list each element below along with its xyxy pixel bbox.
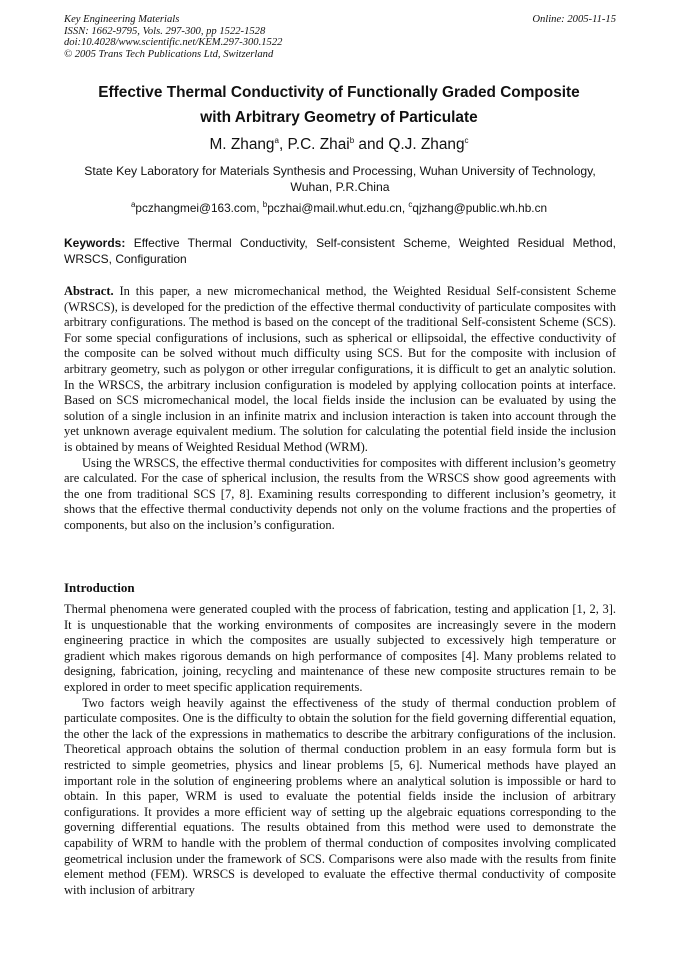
abstract-text-1: In this paper, a new micromechanical method, the Weighted Residual Self-consistent Scheme (WRSCS), is developed for the prediction of the effective thermal conductivity of particulate composites with arbitrary configurations. The method is based on the concept of the traditional Self-consistent Scheme (SCS). For some special configurations of inclusions, such as spherical or ellipsoidal, the effective conductivity of the composite can be solved without much difficulty using SCS. But for the composite with inclusion of arbitrary geometry, such as polygon or other irregular configurations, it is difficult to get an analytic solution. In the WRSCS, the arbitrary inclusion configuration is modeled by applying collocation points at interface. Based on SCS micromechanical model, the local fields inside the inclusion can be evaluated by using the solution of a single inclusion in an infinite matrix and inclusion interaction is taken into account through the yet unknown average equivalent medium. The solution for calculating the potential field inside the inclusion is obtained by means of Weighted Residual Method (WRM).	[64, 284, 617, 454]
affiliation: State Key Laboratory for Materials Synthesis and Processing, Wuhan University of Technology, Wuhan, P.R.China	[84, 164, 596, 194]
author-sep: and	[354, 136, 389, 153]
keywords-block	[64, 235, 616, 267]
author-sup: c	[464, 135, 469, 145]
author-sup: a	[274, 135, 279, 145]
title-line-2: with Arbitrary Geometry of Particulate	[200, 109, 478, 126]
copyright-line: © 2005 Trans Tech Publications Ltd, Switzerland	[64, 48, 274, 60]
keywords-label: Keywords:	[64, 236, 126, 250]
abstract-label: Abstract.	[64, 284, 114, 298]
intro-paragraph-1: Thermal phenomena were generated coupled with the process of fabrication, testing and application [1, 2, 3]. It is unquestionable that the working environments of composites are increasingly severe in the modern engineering practice in which the composites are usually subjected to excessively high temperature or gradient which makes rigorous demands on high performance of composites [4]. Many problems related to designing, fabrication, joining, recycling and maintenance of these new composite structures remain to be explored in order to meet specific application requirements.	[64, 602, 616, 694]
author-list	[40, 135, 638, 155]
abstract-section	[64, 284, 616, 534]
author-name: M. Zhang	[209, 136, 275, 153]
journal-header	[64, 14, 616, 60]
introduction-section	[64, 602, 616, 898]
introduction-heading: Introduction	[64, 580, 135, 595]
email-sup: b	[262, 200, 268, 210]
issn-line: ISSN: 1662-9795, Vols. 297-300, pp 1522-1528	[64, 25, 266, 37]
intro-paragraph-2: Two factors weigh heavily against the effectiveness of the study of thermal conduction problem of particulate composites. One is the difficulty to obtain the solution for the field governing differential equation, the other the lack of the expressions in mathematics to describe the arbitrary configurations of the inclusion. Theoretical approach obtains the solution of thermal conduction problem in an easy formula form but is restricted to simple geometries, physics and linear problems [5, 6]. Numerical methods have played an important role in the solution of engineering problems where an analytical solution is impossible or hard to obtain. In this paper, WRM is used to evaluate the potential fields inside the inclusion of arbitrary configurations. It provides a more efficient way of setting up the algebraic equations corresponding to the governing differential equations. The results obtained from this method were used to demonstrate the capability of WRM to handle with the problem of thermal conduction of composites involving complicated geometrical inclusion under the framework of SCS. Comparisons were also made with the results from finite element method (FEM). WRSCS is developed to evaluate the effective thermal conductivity of composite with inclusion of arbitrary	[64, 695, 616, 897]
email-sep: ,	[256, 201, 263, 215]
doi-line: doi:10.4028/www.scientific.net/KEM.297-300.1522	[64, 37, 283, 48]
author-name: Q.J. Zhang	[388, 136, 465, 153]
abstract-paragraph-1	[64, 284, 616, 456]
email-sep: ,	[401, 201, 409, 215]
email-address: qjzhang@public.wh.hb.cn	[412, 201, 548, 215]
email-list	[40, 200, 638, 216]
title-line-1: Effective Thermal Conductivity of Functionally Graded Composite	[98, 84, 580, 101]
email-sup: c	[408, 200, 413, 210]
paper-title	[40, 80, 638, 130]
email-address: pczhai@mail.whut.edu.cn	[267, 201, 402, 215]
journal-name: Key Engineering Materials	[64, 14, 180, 25]
author-sep: ,	[278, 136, 288, 153]
email-sup: a	[130, 200, 136, 210]
keywords-text: Effective Thermal Conductivity, Self-consistent Scheme, Weighted Residual Method, WRSCS, Configuration	[64, 236, 617, 266]
email-address: pczhangmei@163.com	[135, 201, 257, 215]
abstract-paragraph-2: Using the WRSCS, the effective thermal conductivities for composites with different inclusion’s geometry are calculated. For the case of spherical inclusion, the results from the WRSCS show good agreements with the one from traditional SCS [7, 8]. Examining results corresponding to different inclusion’s geometry, it shows that the effective thermal conductivity depends not only on the volume fractions and the properties of components, but also on the inclusion’s configuration.	[64, 455, 616, 532]
author-name: P.C. Zhai	[287, 136, 350, 153]
online-date: Online: 2005-11-15	[532, 14, 616, 25]
author-sup: b	[349, 135, 355, 145]
